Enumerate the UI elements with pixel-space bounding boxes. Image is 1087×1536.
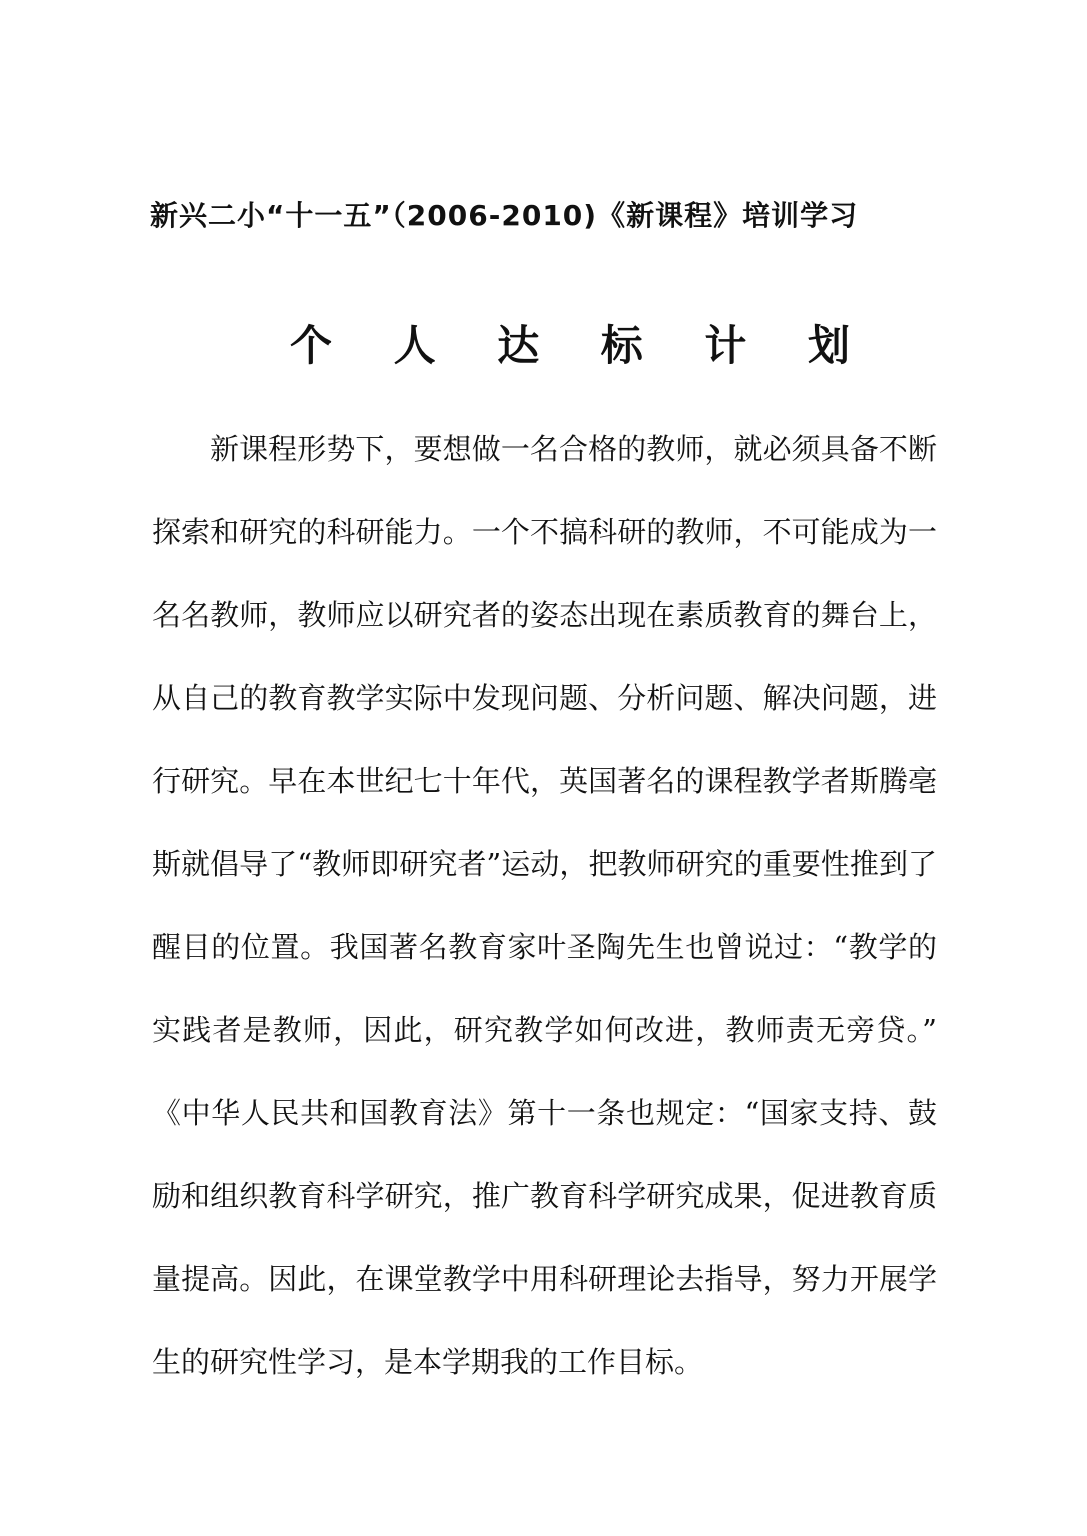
body-line: 醒目的位置。我国著名教育家叶圣陶先生也曾说过：“教学的 xyxy=(152,930,937,964)
document-heading: 新兴二小“十一五”（2006-2010)《新课程》培训学习 xyxy=(150,199,859,232)
title-char: 人 xyxy=(393,321,436,370)
body-line: 行研究。早在本世纪七十年代，英国著名的课程教学者斯腾亳 xyxy=(152,764,937,798)
body-line: 新课程形势下，要想做一名合格的教师，就必须具备不断 xyxy=(210,432,937,466)
body-line: 量提高。因此，在课堂教学中用科研理论去指导，努力开展学 xyxy=(152,1262,937,1296)
body-paragraph xyxy=(152,408,937,1404)
title-char: 计 xyxy=(704,321,747,370)
body-line: 生的研究性学习，是本学期我的工作目标。 xyxy=(152,1345,704,1379)
body-line: 斯就倡导了“教师即研究者”运动，把教师研究的重要性推到了 xyxy=(152,847,937,881)
title-char: 达 xyxy=(497,321,540,370)
body-line: 励和组织教育科学研究，推广教育科学研究成果，促进教育质 xyxy=(152,1179,937,1213)
body-line: 《中华人民共和国教育法》第十一条也规定：“国家支持、鼓 xyxy=(152,1096,937,1130)
title-char: 划 xyxy=(807,321,850,370)
body-line: 名名教师，教师应以研究者的姿态出现在素质教育的舞台上， xyxy=(152,598,937,632)
title-char: 个 xyxy=(290,321,333,370)
title-char: 标 xyxy=(600,321,643,370)
body-line: 探索和研究的科研能力。一个不搞科研的教师，不可能成为一 xyxy=(152,515,937,549)
document-title xyxy=(290,318,850,374)
body-line: 从自己的教育教学实际中发现问题、分析问题、解决问题，进 xyxy=(152,681,937,715)
body-line: 实践者是教师，因此，研究教学如何改进，教师责无旁贷。” xyxy=(152,1013,937,1047)
